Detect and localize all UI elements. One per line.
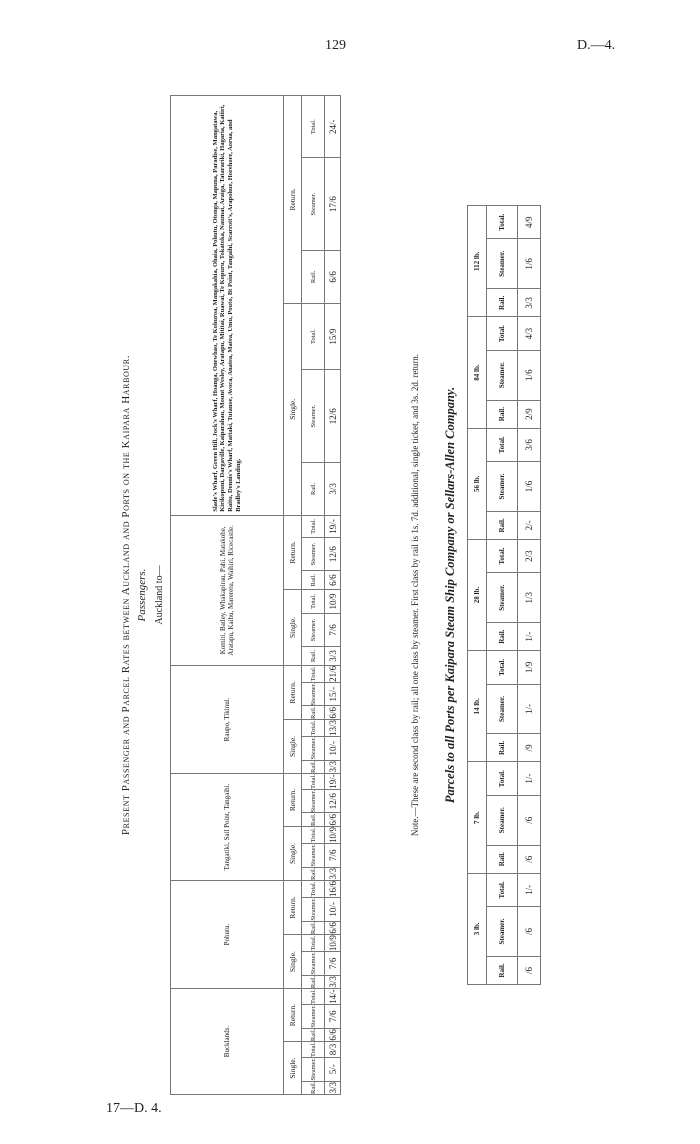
single-header: Single. xyxy=(284,590,302,666)
single-fare-steamer: 7/6 xyxy=(325,952,341,976)
rail-column-header: Rail. xyxy=(487,734,518,762)
destination-group-2: Pohutu. xyxy=(171,881,284,989)
return-fare-total: 19/- xyxy=(325,774,341,790)
rail-column-header: Rail. xyxy=(487,511,518,539)
total-column-header: Total. xyxy=(302,989,325,1005)
single-header: Single. xyxy=(284,935,302,989)
return-header: Return. xyxy=(284,665,302,719)
parcel-rate-total: 1/- xyxy=(518,762,541,795)
return-fare-rail: 6/6 xyxy=(325,571,341,590)
single-fare-steamer: 12/6 xyxy=(325,370,341,462)
single-fare-total: 8/3 xyxy=(325,1042,341,1058)
steamer-column-header: Steamer. xyxy=(302,613,325,646)
return-fare-rail: 6/6 xyxy=(325,706,341,719)
parcel-rate-rail: 2/- xyxy=(518,511,541,539)
return-fare-steamer: 12/6 xyxy=(325,789,341,813)
steamer-column-header: Steamer. xyxy=(302,682,325,706)
single-header: Single. xyxy=(284,303,302,515)
return-fare-total: 21/6 xyxy=(325,665,341,682)
rotated-rate-tables xyxy=(110,65,590,1095)
single-fare-total: 15/9 xyxy=(325,303,341,370)
return-fare-total: 24/- xyxy=(325,96,341,158)
return-fare-rail: 6/6 xyxy=(325,250,341,303)
parcel-rate-rail: 2/9 xyxy=(518,400,541,428)
single-fare-total: 10/9 xyxy=(325,590,341,614)
destination-group-6: Slade's Wharf, Green Hill, Jock's Wharf, Hoanga, Onewhao, Te Kohuroa, Mangakahia, Ohaia, Pohutu, Otonga, Mapuna, Paradise, Mangatawa, Kirikopuni, Dargaville, Kaiparahau, Mount Wesley, Aratapu, Mititai, Ruawai, Te Kopuru, Tokatoka, Naumai, Araiga, Tatarariki, Hagaria, Kaiiiri, Raitu, Dennis's Wharf, Mattaki, Tutanoe, Avoca, Anatea, Matea, Umu, Pouto, Bt Point, Tangaihi, Scarrott's, Arapohue, Horehore, Aorua, and Bradley's Landing. xyxy=(171,96,284,516)
steamer-column-header: Steamer. xyxy=(302,736,325,760)
single-fare-rail: 3/3 xyxy=(325,646,341,665)
parcel-rate-total: 2/3 xyxy=(518,539,541,572)
single-header: Single. xyxy=(284,719,302,773)
rail-column-header: Rail. xyxy=(302,975,325,988)
total-column-header: Total. xyxy=(487,206,518,240)
steamer-column-header: Steamer. xyxy=(302,789,325,813)
single-fare-rail: 3/3 xyxy=(325,760,341,773)
rail-column-header: Rail. xyxy=(302,760,325,773)
return-header: Return. xyxy=(284,96,302,304)
total-column-header: Total. xyxy=(302,881,325,898)
return-fare-rail: 6/6 xyxy=(325,1028,341,1041)
total-column-header: Total. xyxy=(302,665,325,682)
rail-column-header: Rail. xyxy=(302,571,325,590)
weight-header: 84 lb. xyxy=(468,317,487,428)
parcel-rate-rail: 3/3 xyxy=(518,289,541,317)
rail-column-header: Rail. xyxy=(302,1028,325,1041)
rail-column-header: Rail. xyxy=(487,956,518,984)
total-column-header: Total. xyxy=(302,774,325,790)
parcel-rate-steamer: 1/- xyxy=(518,684,541,734)
rates-note: Note.—These are second class by rail; all one class by steamer. First class by rail is 1s. 7d. additional, single ticket, and 3s. 2d. return. xyxy=(410,353,420,837)
rail-column-header: Rail. xyxy=(302,813,325,826)
parcel-rate-total: 1/- xyxy=(518,873,541,906)
rail-column-header: Rail. xyxy=(302,706,325,719)
single-header: Single. xyxy=(284,826,302,880)
parcel-rate-rail: /9 xyxy=(518,734,541,762)
steamer-column-header: Steamer. xyxy=(487,350,518,400)
steamer-column-header: Steamer. xyxy=(487,462,518,512)
return-fare-total: 16/6 xyxy=(325,881,341,898)
parcel-rate-total: 4/9 xyxy=(518,206,541,240)
parcel-rate-steamer: 1/6 xyxy=(518,462,541,512)
total-column-header: Total. xyxy=(302,1042,325,1058)
weight-header: 56 lb. xyxy=(468,428,487,539)
return-header: Return. xyxy=(284,774,302,827)
single-header: Single. xyxy=(284,1042,302,1095)
steamer-column-header: Steamer. xyxy=(487,684,518,734)
passengers-subtitle: Passengers. xyxy=(136,568,148,622)
steamer-column-header: Steamer. xyxy=(302,538,325,571)
weight-header: 14 lb. xyxy=(468,651,487,762)
return-fare-steamer: 15/- xyxy=(325,682,341,706)
steamer-column-header: Steamer. xyxy=(302,898,325,922)
destination-group-3: Tangatiki, Sail Point, Tangaihi. xyxy=(171,774,284,881)
return-fare-rail: 6/6 xyxy=(325,921,341,934)
single-fare-rail: 3/3 xyxy=(325,975,341,988)
total-column-header: Total. xyxy=(302,719,325,736)
parcels-title: Parcels to all Ports per Kaipara Steam Ship Company or Sellars-Allen Company. xyxy=(443,386,457,804)
single-fare-total: 10/9 xyxy=(325,826,341,843)
total-column-header: Total. xyxy=(302,826,325,843)
total-column-header: Total. xyxy=(302,935,325,952)
return-fare-rail: 6/6 xyxy=(325,813,341,826)
passenger-rates-table xyxy=(170,95,341,1095)
weight-header: 3 lb. xyxy=(468,873,487,984)
parcel-rate-total: 3/6 xyxy=(518,428,541,461)
rail-column-header: Rail. xyxy=(487,623,518,651)
total-column-header: Total. xyxy=(302,303,325,370)
return-fare-steamer: 12/6 xyxy=(325,538,341,571)
total-column-header: Total. xyxy=(302,96,325,158)
return-header: Return. xyxy=(284,989,302,1042)
parcel-rate-steamer: /6 xyxy=(518,907,541,957)
single-fare-steamer: 5/- xyxy=(325,1057,341,1081)
total-column-header: Total. xyxy=(487,317,518,350)
steamer-column-header: Steamer. xyxy=(302,370,325,462)
total-column-header: Total. xyxy=(487,651,518,684)
total-column-header: Total. xyxy=(302,515,325,537)
steamer-column-header: Steamer. xyxy=(487,573,518,623)
return-fare-steamer: 10/- xyxy=(325,898,341,922)
parcel-rate-steamer: 1/6 xyxy=(518,239,541,289)
rail-column-header: Rail. xyxy=(302,921,325,934)
rail-column-header: Rail. xyxy=(487,845,518,873)
destination-group-5: Komiti, Batley, Whakapirau, Pahi, Matakohe, Aratapu, Kaihu, Mareretu, Waihiri, Ricecastle. xyxy=(171,515,284,665)
destination-caption: Auckland to— xyxy=(154,565,165,625)
parcel-rates-table xyxy=(467,205,541,985)
single-fare-steamer: 7/6 xyxy=(325,843,341,867)
return-fare-total: 14/- xyxy=(325,989,341,1005)
return-fare-steamer: 7/6 xyxy=(325,1005,341,1029)
parcel-rate-steamer: /6 xyxy=(518,795,541,845)
steamer-column-header: Steamer. xyxy=(302,952,325,976)
total-column-header: Total. xyxy=(487,539,518,572)
parcel-rate-steamer: 1/3 xyxy=(518,573,541,623)
total-column-header: Total. xyxy=(487,762,518,795)
parcel-rate-rail: /6 xyxy=(518,956,541,984)
page-number: 129 xyxy=(325,38,346,53)
steamer-column-header: Steamer. xyxy=(302,1005,325,1029)
steamer-column-header: Steamer. xyxy=(487,907,518,957)
return-fare-total: 19/- xyxy=(325,515,341,537)
rail-column-header: Rail. xyxy=(302,250,325,303)
footer-reference: 17—D. 4. xyxy=(106,1101,162,1116)
steamer-column-header: Steamer. xyxy=(487,795,518,845)
parcel-rate-rail: /6 xyxy=(518,845,541,873)
parcel-rate-rail: 1/- xyxy=(518,623,541,651)
single-fare-rail: 3/3 xyxy=(325,867,341,880)
destination-group-1: Bucklands. xyxy=(171,989,284,1095)
total-column-header: Total. xyxy=(487,873,518,906)
weight-header: 7 lb. xyxy=(468,762,487,873)
single-fare-steamer: 7/6 xyxy=(325,613,341,646)
parcel-rate-steamer: 1/6 xyxy=(518,350,541,400)
parcel-rate-total: 1/9 xyxy=(518,651,541,684)
single-fare-steamer: 10/- xyxy=(325,736,341,760)
destination-group-4: Raupo, Tikinui. xyxy=(171,665,284,773)
single-fare-total: 10/9 xyxy=(325,935,341,952)
document-reference: D.—4. xyxy=(577,38,616,53)
total-column-header: Total. xyxy=(302,590,325,614)
total-column-header: Total. xyxy=(487,428,518,461)
table-title: Present Passenger and Parcel Rates between Auckland and Ports on the Kaipara Harbour. xyxy=(120,354,132,836)
single-fare-total: 13/3 xyxy=(325,719,341,736)
return-header: Return. xyxy=(284,881,302,935)
steamer-column-header: Steamer. xyxy=(487,239,518,289)
rail-column-header: Rail. xyxy=(487,289,518,317)
rail-column-header: Rail. xyxy=(487,400,518,428)
rail-column-header: Rail. xyxy=(302,1081,325,1094)
rail-column-header: Rail. xyxy=(302,646,325,665)
steamer-column-header: Steamer. xyxy=(302,843,325,867)
steamer-column-header: Steamer. xyxy=(302,158,325,250)
rail-column-header: Rail. xyxy=(302,462,325,515)
steamer-column-header: Steamer. xyxy=(302,1057,325,1081)
rail-column-header: Rail. xyxy=(302,867,325,880)
single-fare-rail: 3/3 xyxy=(325,1081,341,1094)
weight-header: 28 lb. xyxy=(468,539,487,650)
parcel-rate-total: 4/3 xyxy=(518,317,541,350)
return-fare-steamer: 17/6 xyxy=(325,158,341,250)
weight-header: 112 lb. xyxy=(468,206,487,317)
return-header: Return. xyxy=(284,515,302,589)
single-fare-rail: 3/3 xyxy=(325,462,341,515)
